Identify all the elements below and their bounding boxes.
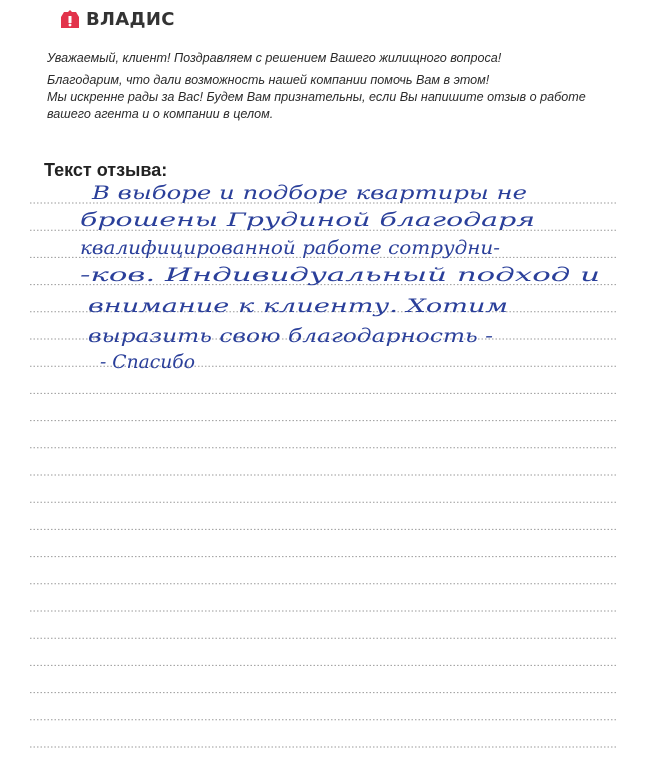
review-line: -ков. Индивидуальный подход и [80, 264, 600, 286]
review-line: внимание к клиенту. Хотим [88, 295, 508, 317]
review-line: В выборе и подборе квартиры не [90, 182, 528, 204]
greeting: Уважаемый, клиент! Поздравляем с решением Вашего жилищного вопроса! [47, 51, 502, 65]
intro-line-2: Мы искренне рады за Вас! Будем Вам признательны, если Вы напишите отзыв о работе [47, 90, 586, 104]
review-line: выразить свою благодарность - [88, 325, 493, 347]
review-line: брошены Грудиной благодаря [80, 209, 535, 231]
logo-text: ВЛАДИС [86, 8, 175, 30]
review-line: квалифицированной работе сотрудни- [80, 237, 500, 259]
intro-line-3: вашего агента и о компании в целом. [47, 107, 274, 121]
review-label: Текст отзыва: [44, 160, 168, 180]
review-line: - Спасибо [100, 351, 195, 373]
intro-line-1: Благодарим, что дали возможность нашей компании помочь Вам в этом! [47, 73, 490, 87]
